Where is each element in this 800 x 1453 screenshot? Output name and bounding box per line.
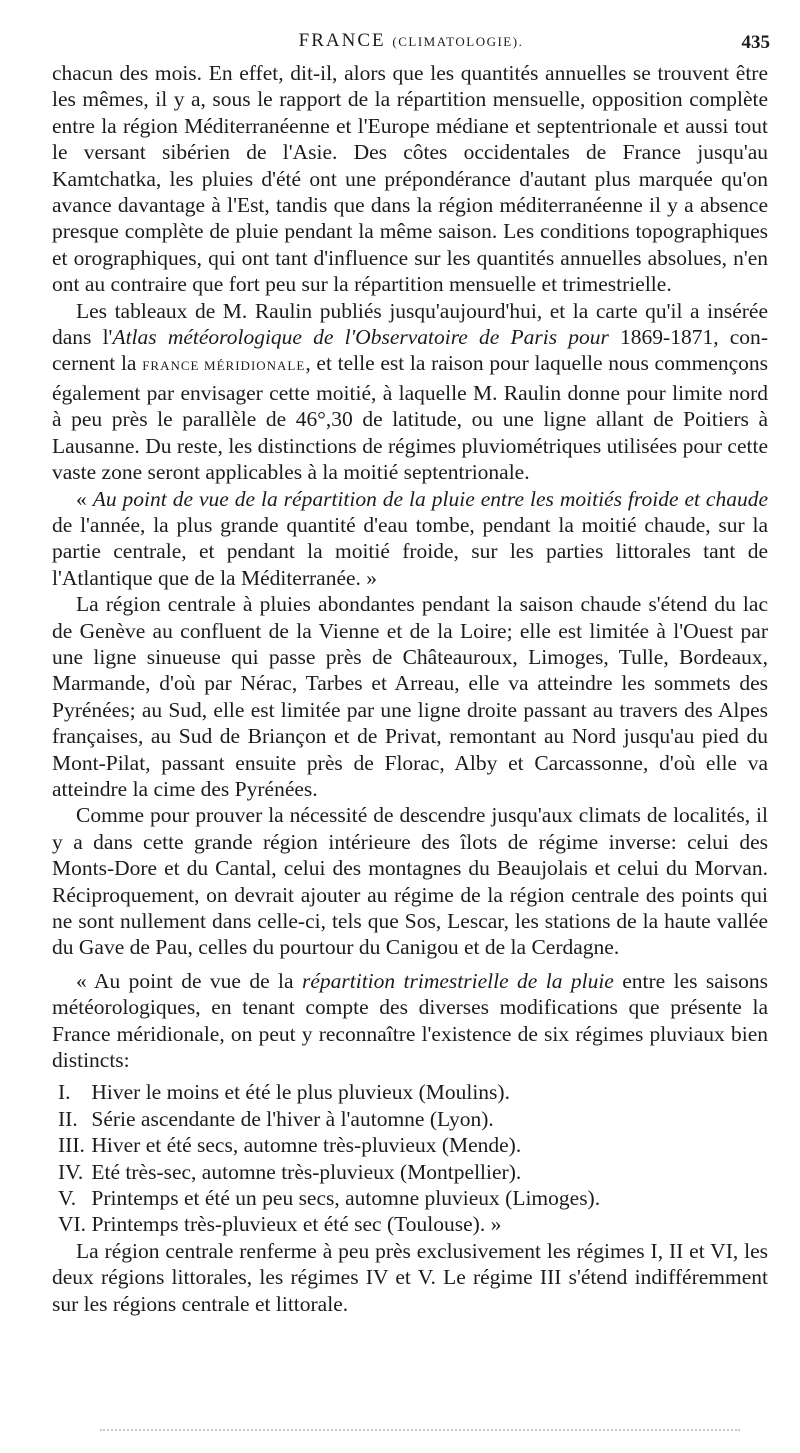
paragraph-4: La région centrale à pluies abondantes pendant la saison chaude s'étend du lac de Genève au confluent de la Vienne et de la Loire; elle est limitée à l'Ouest par une ligne sinueuse qui passe près de Châteauroux, Limoges, Tulle, Bordeaux, Marmande, d'où par Nérac, Tarbes et Arreau, elle va atteindre les sommets des Pyrénées; au Sud, elle est limitée par une ligne droite passant au travers des Alpes françaises, au Sud de Briançon et de Privat, remontant au Nord jusqu'au pied du Mont-Pilat, passant ensuite près de Florac, Alby et Carcassonne, d'où elle va atteindre la cime des Pyrénées. [52,592,768,801]
list-item-number: I. [58,1080,71,1105]
paragraph-2-text-a: Les tableaux de M. Raulin publiés jusqu'aujourd'hui, et la carte qu'il a insérée dans l' [52,298,768,350]
running-head [52,30,770,52]
page-body [52,60,768,1317]
list-item-number: IV. [58,1159,84,1184]
list-item [52,1185,768,1211]
paragraph-3-quote [52,486,768,592]
paragraph-6-italic: répartition trimestrielle de la pluie [301,968,614,993]
scan-bleed-line [100,1427,740,1431]
list-item [52,1106,768,1132]
paragraph-3-text: de l'année, la plus grande quantité d'eau tombe, pendant la moitié chaude, sur la partie centrale, et pendant la moitié froide, sur les parties littorales tant de l'Atlantique que de la Méditerranée. » [52,512,768,590]
list-item-number: III. [58,1133,85,1158]
page-number: 435 [741,32,770,53]
regimes-list [52,1079,768,1237]
list-item [52,1211,768,1237]
list-item-number: II. [58,1106,78,1131]
list-item-text: Hiver et été secs, automne très-pluvieux (Mende). [91,1133,522,1158]
paragraph-7: La région centrale renferme à peu près exclusivement les régimes I, II et VI, les deux régions littorales, les régimes IV et V. Le régime III s'étend indifféremment sur les régions centrale et littorale. [52,1238,768,1316]
list-item-text: Hiver le moins et été le plus pluvieux (Moulins). [91,1080,510,1105]
paragraph-6-text-b: entre les saisons météorologiques, en tenant compte des diverses modifications que présente la France méridionale, on peut y reconnaître l'existence de six régimes pluviaux bien distincts: [52,968,769,1073]
paragraph-2-text-c: , et telle est la raison pour laquelle nous commençons également par envisager cette moitié, à laquelle M. Raulin donne pour limite nord à peu près le parallèle de 46°,30 de latitude, ou une ligne allant de Poitiers à Lausanne. Du reste, les distinctions de régimes pluviométriques utilisées pour cette vaste zone seront applicables à la moitié septentrionale. [52,351,769,485]
running-head-subtitle: (CLIMATOLOGIE). [392,34,524,49]
list-item-text: Printemps très-pluvieux et été sec (Toulouse). » [91,1212,502,1237]
paragraph-6-text-a: « Au point de vue de la [76,968,302,993]
paragraph-3-italic: Au point de vue de la répartition de la pluie entre les moitiés froide et chaude [92,486,769,511]
quote-open: « [76,486,93,511]
list-item-text: Printemps et été un peu secs, automne pluvieux (Limoges). [91,1186,601,1211]
running-head-title: FRANCE [298,30,386,51]
paragraph-2-italic: Atlas météorologique de l'Observatoire de Paris pour [112,325,609,350]
list-item-text: Série ascendante de l'hiver à l'automne (Lyon). [91,1106,494,1131]
list-item-number: V. [58,1186,77,1211]
paragraph-2 [52,298,768,486]
paragraph-5: Comme pour prouver la nécessité de descendre jusqu'aux climats de localités, il y a dans cette grande région intérieure des îlots de régime inverse: celui des Monts-Dore et du Cantal, celui des montagnes du Beaujolais et celui du Morvan. Réciproquement, on devrait ajouter au régime de la région centrale des points qui ne sont nullement dans celle-ci, tels que Sos, Lescar, les stations de la haute vallée du Gave de Pau, celles du pourtour du Canigou et de la Cerdagne. [52,803,768,960]
list-item [52,1159,768,1185]
paragraph-1: chacun des mois. En effet, dit-il, alors que les quantités annuelles se trouvent être les mêmes, il y a, sous le rapport de la répartition mensuelle, opposition complète entre la région Méditerranéenne et l'Europe médiane et septentrionale et aussi tout le versant sibérien de l'Asie. Des côtes occidentales de France jusqu'au Kamtchatka, les pluies d'été ont une prépondérance d'autant plus marquée qu'on avance davantage à l'Est, tandis que dans la région méditerranéenne il y a absence presque complète de pluie pendant la même saison. Les conditions topographiques et orographiques, qui ont tant d'influence sur les quantités annuelles absolues, n'en ont au contraire que fort peu sur la répartition mensuelle et trimestrielle. [52,61,768,297]
list-item-number: VI. [58,1212,87,1237]
list-item-text: Eté très-sec, automne très-pluvieux (Montpellier). [91,1159,522,1184]
paragraph-2-smallcaps: FRANCE MÉRIDIONALE [142,358,306,374]
page-header [52,30,770,58]
paragraph-gap [52,961,768,968]
paragraph-6 [52,968,768,1074]
paragraph-2-text-b: 1869-1871, concernent la [52,325,768,376]
list-item [52,1132,768,1158]
list-item [52,1079,768,1105]
